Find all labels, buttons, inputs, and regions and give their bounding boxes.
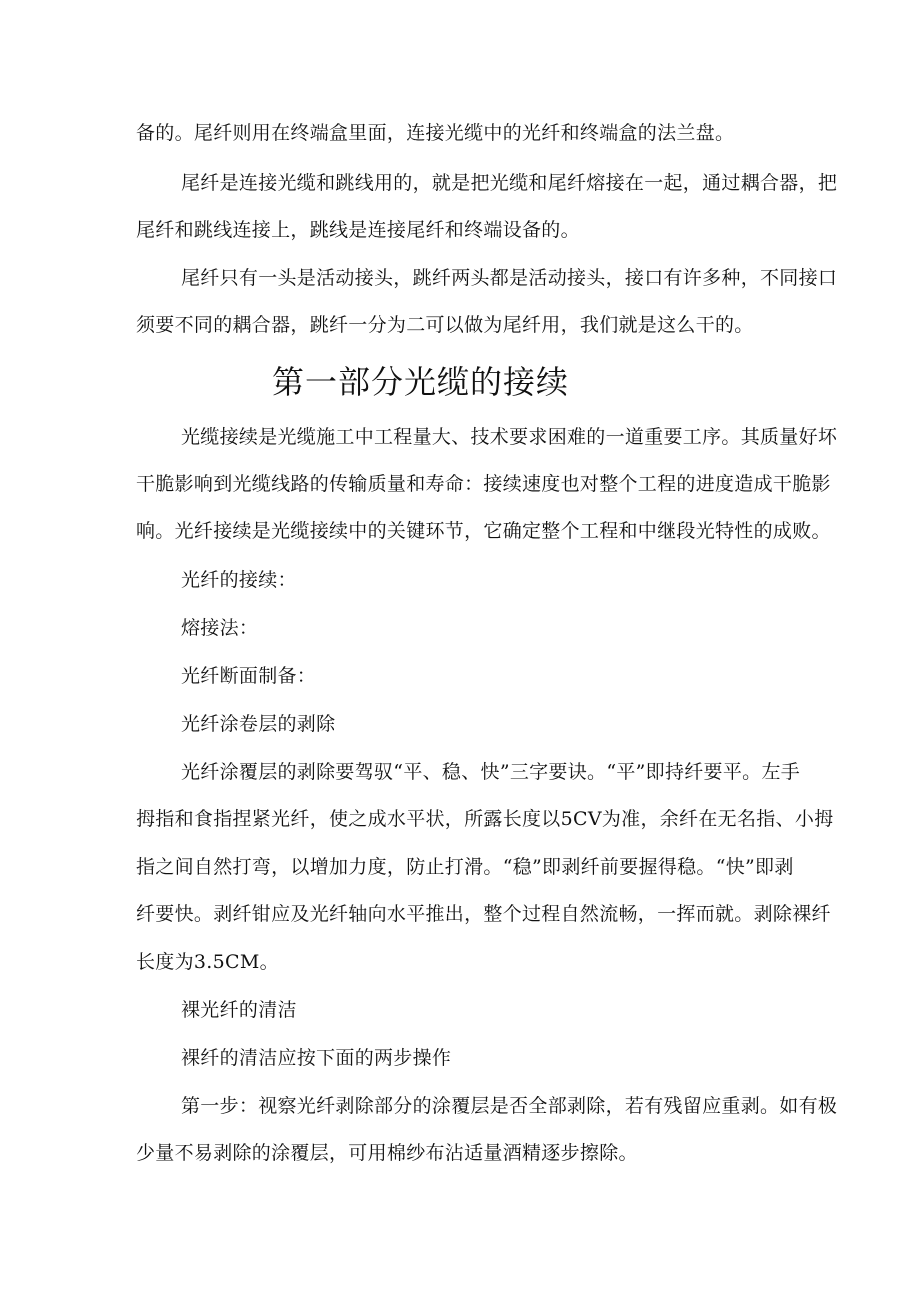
paragraph-line: 纤要快。剥纤钳应及光纤轴向水平推出，整个过程自然流畅，一挥而就。剥除裸纤 xyxy=(136,903,831,925)
paragraph-line: 光纤涂覆层的剥除要驾驭“平、稳、快”三字要诀。“平”即持纤要平。左手 xyxy=(181,761,801,783)
paragraph-line: 裸纤的清洁应按下面的两步操作 xyxy=(181,1047,452,1069)
paragraph-line: 尾纤是连接光缆和跳线用的，就是把光缆和尾纤熔接在一起，通过耦合器，把 xyxy=(181,172,838,194)
paragraph-line: 响。光纤接续是光缆接续中的关键环节，它确定整个工程和中继段光特性的成败。 xyxy=(136,520,831,542)
paragraph-line: 尾纤只有一头是活动接头，跳纤两头都是活动接头，接口有许多种，不同接口 xyxy=(181,267,838,289)
paragraph-line: 少量不易剥除的涂覆层，可用棉纱布沾适量酒精逐步擦除。 xyxy=(136,1142,638,1164)
paragraph-line: 第一步：视察光纤剥除部分的涂覆层是否全部剥除，若有残留应重剥。如有极 xyxy=(181,1095,838,1117)
paragraph-line: 干脆影响到光缆线路的传输质量和寿命：接续速度也对整个工程的进度造成干脆影 xyxy=(136,473,831,495)
paragraph-line: 光纤涂卷层的剥除 xyxy=(181,713,336,735)
section-heading: 第一部分光缆的接续 xyxy=(272,363,570,401)
paragraph-line: 光纤的接续： xyxy=(181,569,297,591)
paragraph-line: 熔接法： xyxy=(181,617,259,639)
paragraph-line: 备的。尾纤则用在终端盒里面，连接光缆中的光纤和终端盒的法兰盘。 xyxy=(136,122,735,144)
paragraph-line: 须要不同的耦合器，跳纤一分为二可以做为尾纤用，我们就是这么干的。 xyxy=(136,314,754,336)
paragraph-line: 指之间自然打弯，以增加力度，防止打滑。“稳”即剥纤前要握得稳。“快”即剥 xyxy=(136,856,794,878)
paragraph-line: 裸光纤的清洁 xyxy=(181,999,297,1021)
paragraph-line: 长度为3.5CM。 xyxy=(136,951,279,973)
paragraph-line: 拇指和食指捏紧光纤，使之成水平状，所露长度以5CV为准，余纤在无名指、小拇 xyxy=(136,808,834,830)
paragraph-line: 尾纤和跳线连接上，跳线是连接尾纤和终端设备的。 xyxy=(136,219,580,241)
paragraph-line: 光纤断面制备： xyxy=(181,665,317,687)
paragraph-line: 光缆接续是光缆施工中工程量大、技术要求困难的一道重要工序。其质量好坏 xyxy=(181,426,838,448)
